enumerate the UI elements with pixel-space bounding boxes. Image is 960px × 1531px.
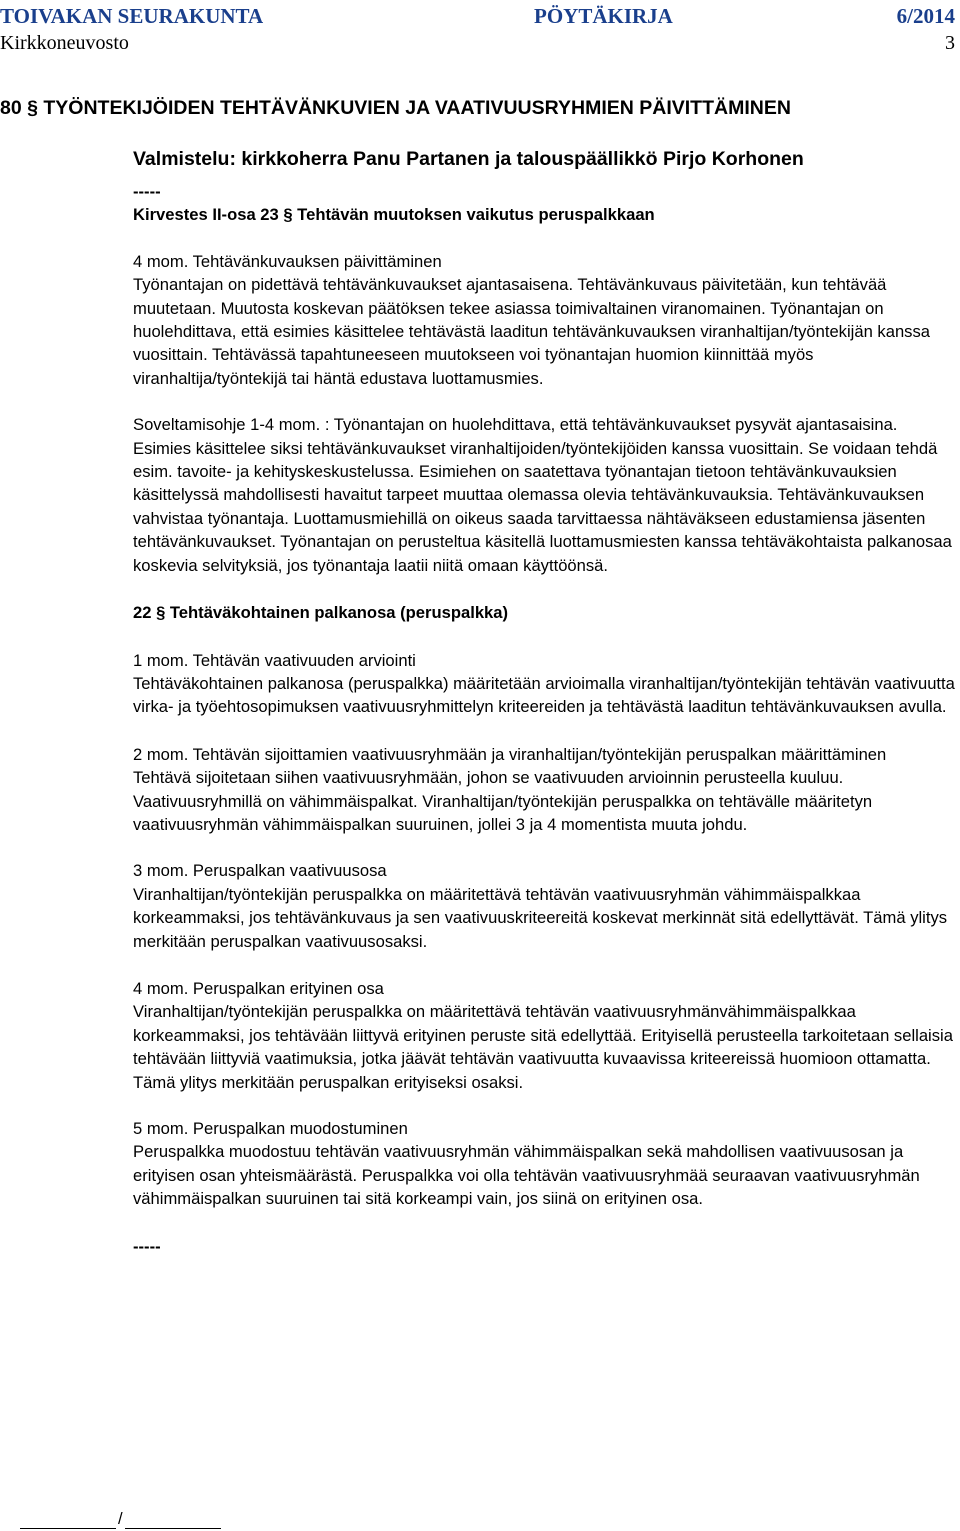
page-number: 3 <box>945 32 955 54</box>
document-body <box>133 180 959 1258</box>
kirvestes-heading: Kirvestes II-osa 23 § Tehtävän muutoksen vaikutus peruspalkkaan <box>133 205 655 225</box>
section-title: 80 § TYÖNTEKIJÖIDEN TEHTÄVÄNKUVIEN JA VAATIVUUSRYHMIEN PÄIVITTÄMINEN <box>0 97 791 119</box>
mom2-text: Tehtävä sijoitetaan siihen vaativuusryhmään, johon se vaativuuden arvioinnin perusteella kuuluu. Vaativuusryhmillä on vähimmäispalkat. Viranhaltijan/työntekijän peruspalkka on tehtävälle määritetyn vaativuusryhmän vähimmäispalkan suuruinen, jollei 3 ja 4 momentista muuta johdu. <box>133 768 873 834</box>
signature-line-right <box>125 1511 221 1529</box>
mom5-text: Peruspalkka muodostuu tehtävän vaativuusryhmän vähimmäispalkan sekä mahdollisen vaativuusosan ja erityisen osan yhteismäärästä. Peruspalkka voi olla tehtävän vaativuusryhmää seuraavan vaativuusryhmän vähimmäispalkan suuruinen tai sitä korkeampi vain, jos siinä on erityinen osa. <box>133 1142 920 1209</box>
organization-name: TOIVAKAN SEURAKUNTA <box>0 4 264 28</box>
mom4b-text: Viranhaltijan/työntekijän peruspalkka on määritettävä tehtävän vaativuusryhmänvähimmäispalkkaa korkeammaksi, jos tehtävään liittyvä erityinen peruste sitä edellyttää. Erityisellä perusteella tarkoitetaan sellaisia tehtävään liittyviä vaatimuksia, jotka jäävät tehtävän vaativuutta kuvaavissa kriteereissä huomioon ottamatta. Tämä ylitys merkitään peruspalkan erityiseksi osaksi. <box>133 1002 953 1092</box>
soveltamisohje-paragraph <box>133 413 959 577</box>
document-type: PÖYTÄKIRJA <box>534 4 673 28</box>
mom4b-heading: 4 mom. Peruspalkan erityinen osa <box>133 978 384 998</box>
preparation-line: Valmistelu: kirkkoherra Panu Partanen ja talouspäällikkö Pirjo Korhonen <box>133 148 804 170</box>
mom3-heading: 3 mom. Peruspalkan vaativuusosa <box>133 861 387 881</box>
page-header <box>0 4 960 58</box>
mom4-heading: 4 mom. Tehtävänkuvauksen päivittäminen <box>133 251 442 271</box>
soveltamisohje-label: Soveltamisohje 1-4 mom. <box>133 415 321 435</box>
mom3-text: Viranhaltijan/työntekijän peruspalkka on määritettävä tehtävän vaativuusryhmän vähimmäispalkkaa korkeammaksi, jos tehtävänkuvaus ja sen vaativuuskriteereitä koskevat merkinnät sitä edellyttävät. Tämä ylitys merkitään peruspalkan vaativuusosaksi. <box>133 884 948 951</box>
signature-line-left <box>20 1511 116 1529</box>
mom4-text: Työnantajan on pidettävä tehtävänkuvaukset ajantasaisena. Tehtävänkuvaus päivitetään, kun tehtävää muutetaan. Muutosta koskevan päätöksen tekee asiassa toimivaltainen viranomainen. Työnantajan on huolehdittava, että esimies käsittelee tehtävästä laaditun tehtävänkuvauksen viranhaltijan/työntekijän kanssa vuosittain. Tehtävässä tapahtuneeseen muutokseen voi työnantajan huomion kiinnittää myös viranhaltija/työntekijä tai häntä edustava luottamusmies. <box>133 275 930 388</box>
section-22-heading: 22 § Tehtäväkohtainen palkanosa (peruspalkka) <box>133 603 509 623</box>
document-number: 6/2014 <box>896 4 955 28</box>
soveltamisohje-text: : Työnantajan on huolehdittava, että tehtävänkuvaukset pysyvät ajantasaisina. Esimies käsittelee siksi tehtävänkuvaukset viranhaltijoiden/työntekijöiden kanssa vuosittain. Se voidaan tehdä esim. tavoite- ja kehityskeskustelussa. Esimiehen on saatettava työnantajan tietoon tehtävänkuvauksien käsittelyssä mahdollisesti havaitut tarpeet muuttaa olemassa olevia tehtävänkuvauksia. Tehtävänkuvauksen vahvistaa työnantaja. Luottamusmiehillä on oikeus saada tarvittaessa nähtäväkseen edustamiensa jäsenten tehtävänkuvaukset. Työnantajan on perusteltua käsitellä luottamusmiesten kanssa tehtäväkohtaista palkanosaa koskevia selvityksiä, jos työnantaja laatii niitä omaan käyttöönsä. <box>133 415 952 575</box>
mom5-heading: 5 mom. Peruspalkan muodostuminen <box>133 1119 408 1138</box>
mom1-heading: 1 mom. Tehtävän vaativuuden arviointi <box>133 650 416 670</box>
mom2-heading: 2 mom. Tehtävän sijoittamien vaativuusryhmään ja viranhaltijan/työntekijän peruspalkan määrittäminen <box>133 744 887 764</box>
mom1-text: Tehtäväkohtainen palkanosa (peruspalkka) määritetään arvioimalla viranhaltijan/työntekijän tehtävän vaativuutta virka- ja työehtosopimuksen vaativuusryhmittelyn kriteereiden ja tehtävästä laaditun tehtävänkuvauksen avulla. <box>133 673 955 717</box>
signature-lines <box>20 1509 221 1529</box>
governing-body: Kirkkoneuvosto <box>0 32 129 54</box>
divider-top: ----- <box>133 182 161 201</box>
divider-bottom: ----- <box>133 1236 161 1256</box>
signature-separator: / <box>118 1509 123 1528</box>
